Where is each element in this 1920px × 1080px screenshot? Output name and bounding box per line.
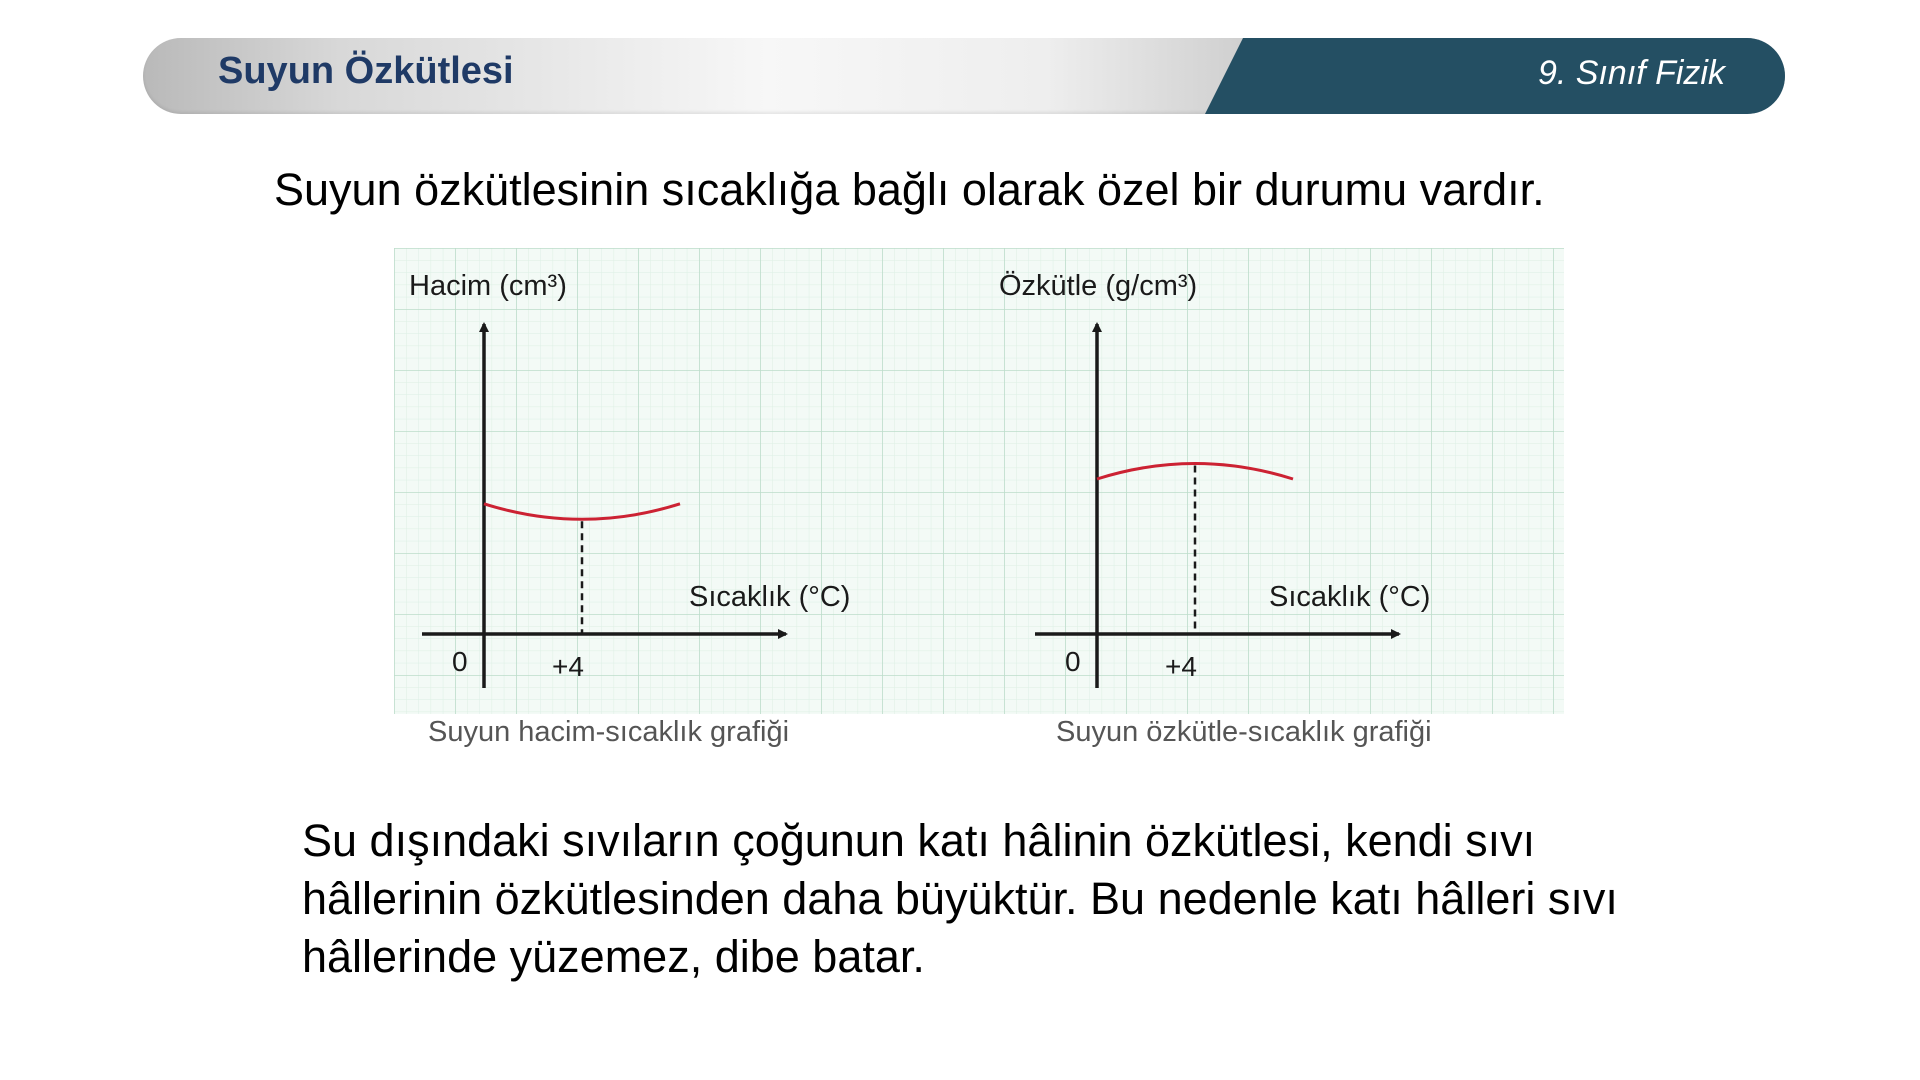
bottom-paragraph [302, 812, 1802, 986]
left-graph-caption: Suyun hacim-sıcaklık grafiği [428, 716, 790, 748]
graphs-figure [394, 248, 1564, 714]
y-axis-label-2: Özkütle (g/cm³) [999, 270, 1198, 302]
x-tick-label-0-1: 0 [452, 646, 468, 677]
x-tick-label-4-1: +4 [552, 651, 584, 682]
page-title: Suyun Özkütlesi [218, 50, 514, 92]
bottom-line-2: hâllerinin özkütlesinden daha büyüktür. Bu nedenle katı hâlleri sıvı [302, 873, 1618, 924]
x-tick-label-0-2: 0 [1065, 646, 1081, 677]
header-bar [143, 38, 1785, 114]
x-axis-label-1: Sıcaklık (°C) [689, 581, 851, 613]
x-tick-label-4-2: +4 [1165, 651, 1197, 682]
grade-label: 9. Sınıf Fizik [1537, 54, 1725, 92]
x-axis-label-2: Sıcaklık (°C) [1269, 581, 1431, 613]
intro-text: Suyun özkütlesinin sıcaklığa bağlı olarak özel bir durumu vardır. [274, 164, 1545, 215]
grid-lines [394, 248, 1564, 714]
bottom-line-1: Su dışındaki sıvıların çoğunun katı hâlinin özkütlesi, kendi sıvı [302, 815, 1536, 866]
bottom-line-3: hâllerinde yüzemez, dibe batar. [302, 931, 925, 982]
y-axis-label-1: Hacim (cm³) [409, 270, 567, 302]
right-graph-caption: Suyun özkütle-sıcaklık grafiği [1056, 716, 1432, 748]
graphs-canvas [394, 248, 1564, 714]
